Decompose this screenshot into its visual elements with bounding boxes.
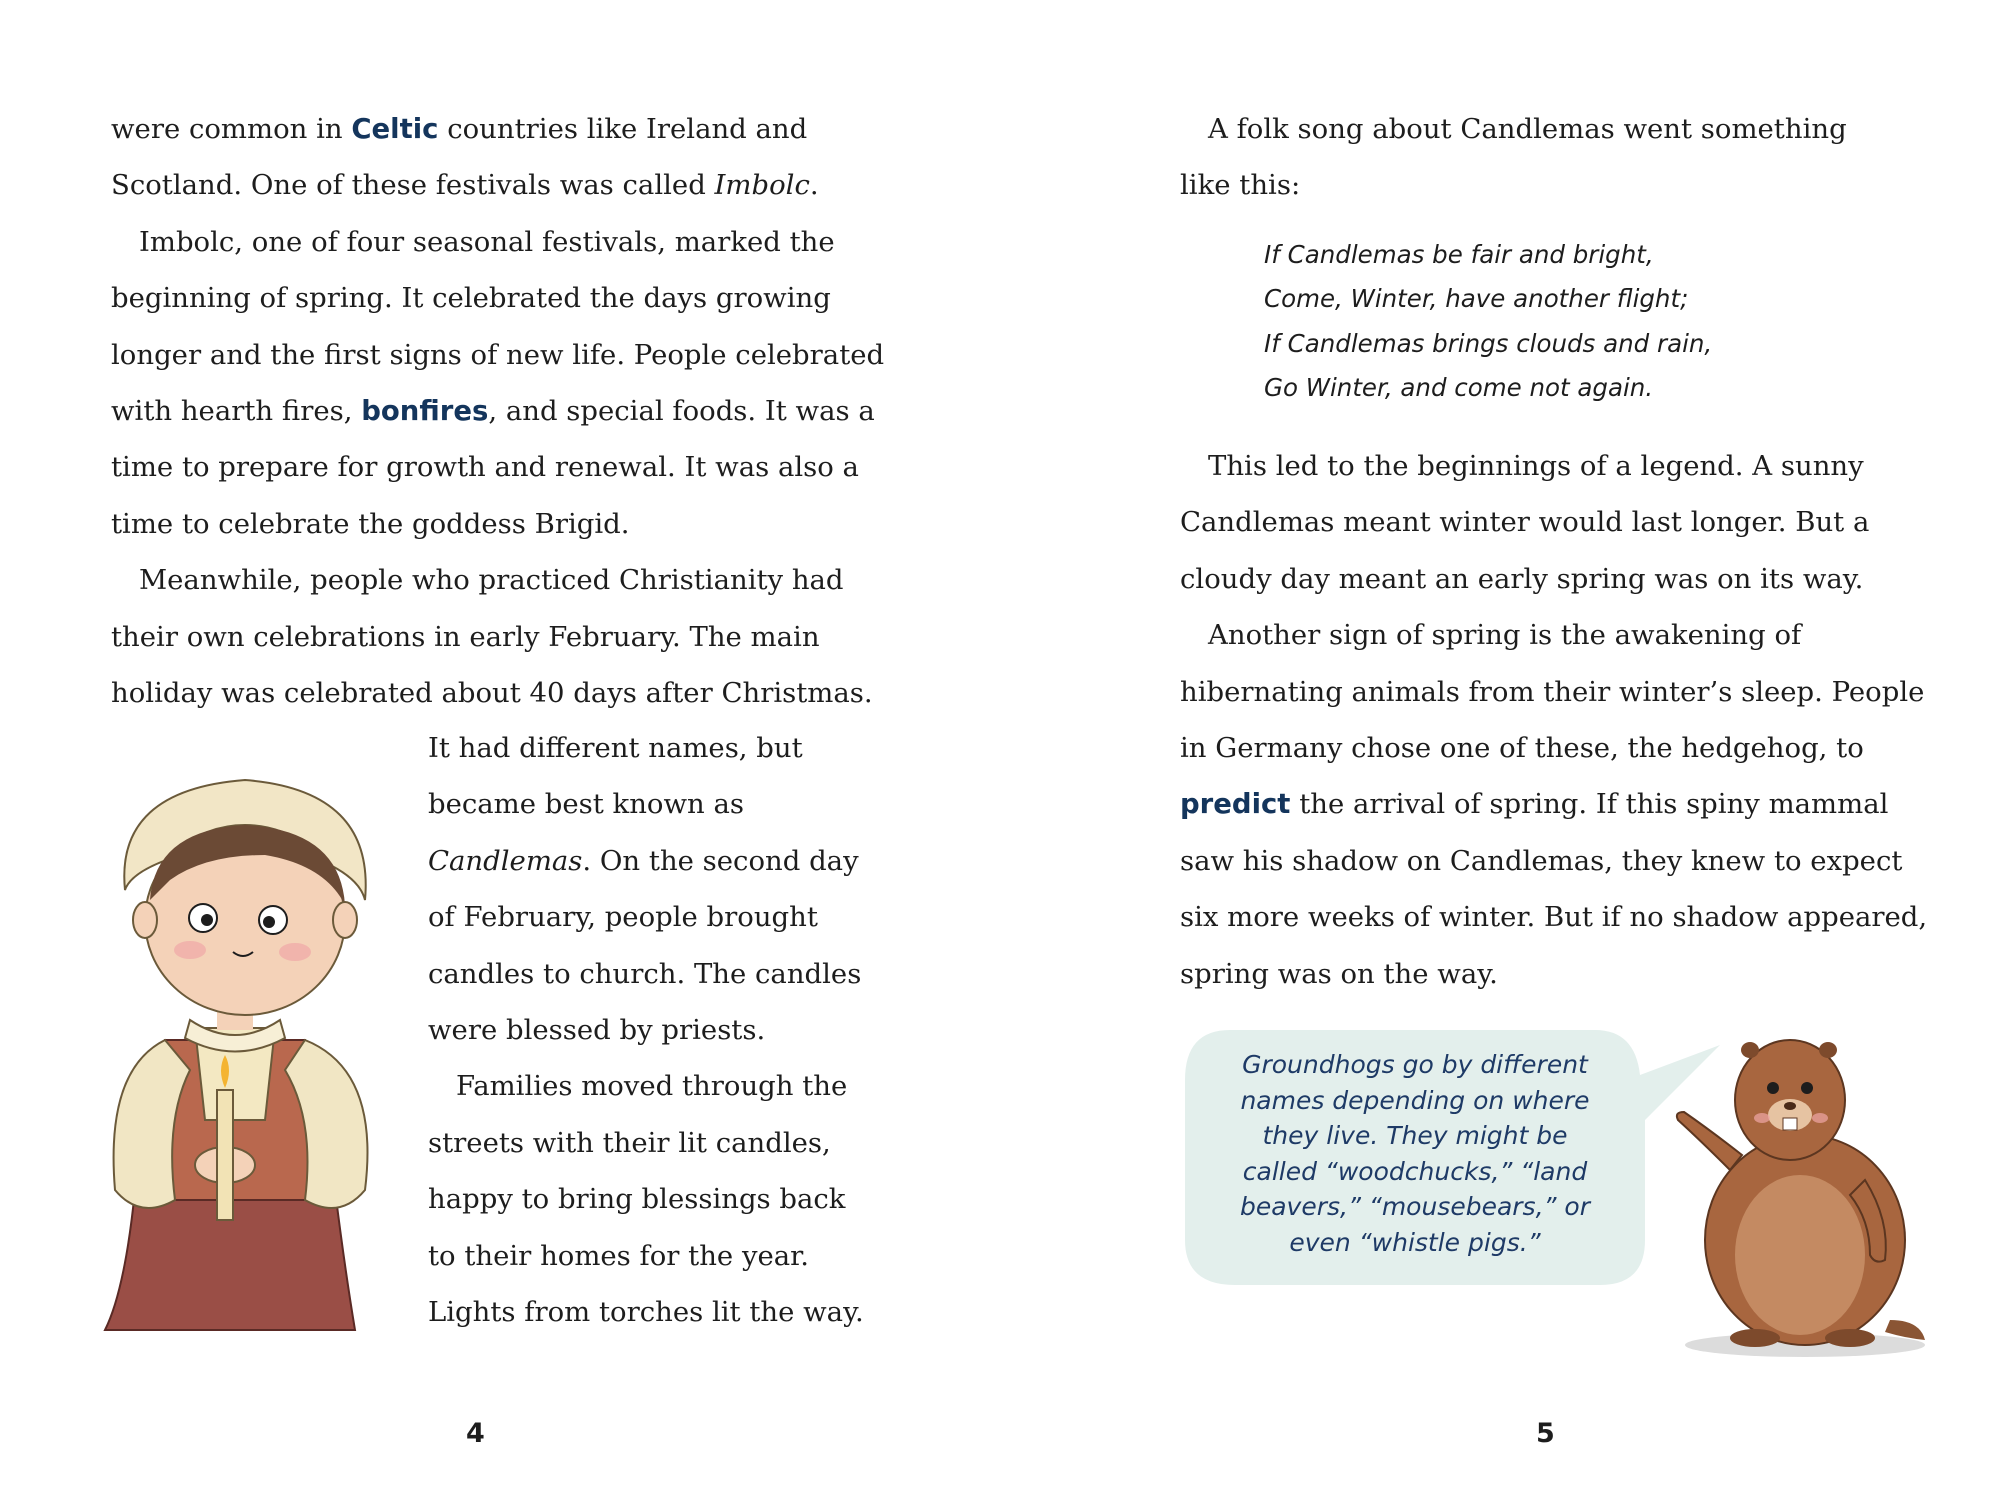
text-line (111, 665, 884, 721)
text-line (111, 327, 884, 383)
left-wrap-text (428, 720, 864, 1340)
text-line (111, 439, 884, 495)
text-run: . (809, 169, 819, 202)
text-line (428, 1284, 864, 1340)
bubble-line: they live. They might be (1262, 1121, 1568, 1150)
glossary-term: bonfires (361, 394, 489, 427)
text-run: like this: (1180, 169, 1301, 202)
bubble-line: even “whistle pigs.” (1289, 1227, 1541, 1257)
text-run: streets with their lit candles, (428, 1126, 831, 1159)
italic-term: Imbolc (714, 169, 810, 202)
left-top-text (111, 101, 884, 721)
text-line (428, 776, 864, 832)
text-line (111, 383, 884, 439)
text-run: Candlemas meant winter would last longer. But a (1180, 506, 1870, 539)
text-run: time to celebrate the goddess Brigid. (111, 507, 630, 540)
text-run: with hearth fires, (111, 394, 362, 427)
text-run: countries like Ireland and (438, 113, 808, 145)
poem-line: If Candlemas brings clouds and rain, (1264, 328, 1713, 358)
text-run: Another sign of spring is the awakening of (1208, 619, 1802, 652)
text-run: Families moved through the (456, 1070, 848, 1103)
text-line (428, 1228, 864, 1284)
text-run: hibernating animals from their winter’s sleep. People (1180, 675, 1925, 708)
text-run: time to prepare for growth and renewal. It was also a (111, 451, 859, 484)
text-line (111, 270, 884, 326)
text-run: A folk song about Candlemas went something (1208, 113, 1847, 145)
text-line (428, 1115, 864, 1171)
text-line (111, 496, 884, 552)
text-line (111, 101, 884, 157)
text-run: saw his shadow on Candlemas, they knew to expect (1180, 844, 1903, 877)
text-run: Meanwhile, people who practiced Christianity had (139, 564, 844, 597)
text-run: were common in (111, 113, 352, 145)
text-run: in Germany chose one of these, the hedgehog, to (1180, 731, 1864, 764)
glossary-term: predict (1180, 788, 1291, 821)
text-run: six more weeks of winter. But if no shadow appeared, (1180, 901, 1928, 934)
text-run: It had different names, but (428, 732, 803, 764)
glossary-term: Celtic (351, 113, 439, 145)
text-run: became best known as (428, 788, 744, 821)
poem-line: Come, Winter, have another flight; (1264, 284, 1689, 314)
bubble-line: names depending on where (1240, 1085, 1590, 1115)
text-run: spring was on the way. (1180, 957, 1498, 990)
bubble-line: Groundhogs go by different (1242, 1050, 1588, 1079)
groundhog-fact-bubble (1205, 1047, 1625, 1260)
text-line (428, 946, 864, 1002)
bubble-line: beavers,” “mousebears,” or (1239, 1192, 1591, 1221)
text-line (428, 1058, 864, 1114)
text-run: holiday was celebrated about 40 days after Christmas. (111, 676, 873, 709)
text-line (111, 609, 884, 665)
girl-holding-candle-illustration (95, 770, 395, 1340)
text-line (111, 157, 884, 213)
text-run: happy to bring blessings back (428, 1183, 846, 1216)
text-run: Lights from torches lit the way. (428, 1295, 864, 1328)
italic-term: Candlemas (428, 844, 583, 877)
text-run: Scotland. One of these festivals was called (111, 169, 715, 202)
poem-line: Go Winter, and come not again. (1264, 372, 1654, 402)
text-line (111, 214, 884, 270)
text-run: , and special foods. It was a (488, 394, 875, 427)
text-run: cloudy day meant an early spring was on its way. (1180, 562, 1864, 595)
text-line (111, 552, 884, 608)
text-run: their own celebrations in early February. The main (111, 620, 820, 653)
text-run: longer and the first signs of new life. People celebrated (111, 338, 885, 371)
text-line (428, 1002, 864, 1058)
text-line (428, 1171, 864, 1227)
text-run: beginning of spring. It celebrated the days growing (111, 282, 831, 315)
text-run: were blessed by priests. (428, 1013, 766, 1046)
text-run: This led to the beginnings of a legend. A sunny (1208, 450, 1864, 482)
text-run: to their homes for the year. (428, 1239, 810, 1272)
page-number: 5 (1536, 1418, 1555, 1449)
poem-line: If Candlemas be fair and bright, (1264, 240, 1654, 269)
text-line (428, 720, 864, 776)
text-run: the arrival of spring. If this spiny mammal (1290, 788, 1889, 821)
right-page (1000, 0, 2000, 1500)
text-run: candles to church. The candles (428, 957, 862, 990)
bubble-line: called “woodchucks,” “land (1242, 1156, 1588, 1186)
text-run: Imbolc, one of four seasonal festivals, marked the (139, 225, 835, 258)
text-line (428, 833, 864, 889)
page-number: 4 (466, 1418, 485, 1449)
text-run: . On the second day (582, 844, 859, 877)
groundhog-illustration (1670, 1020, 1930, 1360)
text-run: of February, people brought (428, 901, 818, 934)
text-line (428, 889, 864, 945)
